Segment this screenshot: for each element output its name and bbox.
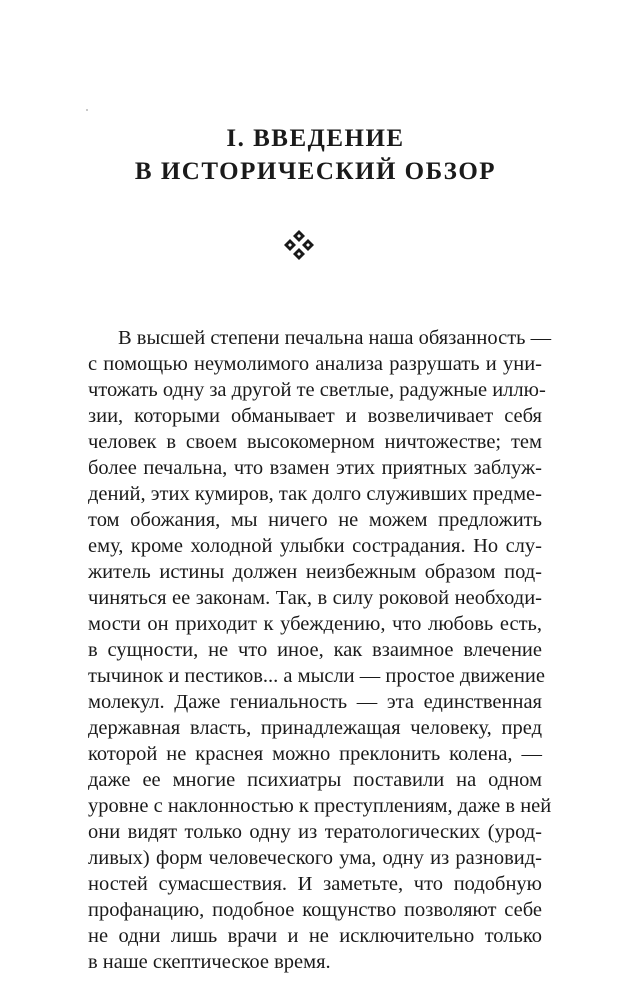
body-paragraph xyxy=(88,325,552,975)
text-line: с помощью неумолимого анализа разрушать и уни- xyxy=(88,353,542,375)
text-line: чиняться ее законам. Так, в силу роковой необходи- xyxy=(88,587,542,609)
page-speck xyxy=(86,109,88,111)
text-line: том обожания, мы ничего не можем предложить xyxy=(88,509,542,531)
text-line: даже ее многие психиатры поставили на одном xyxy=(88,769,542,791)
text-line: в сущности, не что иное, как взаимное влечение xyxy=(88,639,542,661)
text-line: ливых) форм человеческого ума, одну из разновид- xyxy=(88,847,542,869)
text-line: дений, этих кумиров, так долго служивших предме- xyxy=(88,483,542,505)
four-diamond-fleuron-icon xyxy=(282,228,316,262)
text-line: мости он приходит к убеждению, что любовь есть, xyxy=(88,613,542,635)
text-line: тычинок и пестиков... а мысли — простое движение xyxy=(88,665,545,687)
text-line: более печальна, что взамен этих приятных заблуж- xyxy=(88,457,542,479)
text-line: чтожать одну за другой те светлые, радужные иллю- xyxy=(88,379,546,401)
chapter-title-line-2: В ИСТОРИЧЕСКИЙ ОБЗОР xyxy=(134,158,497,185)
chapter-title xyxy=(0,122,631,188)
text-line: ему, кроме холодной улыбки сострадания. Но слу- xyxy=(88,535,542,557)
text-line: уровне с наклонностью к преступлениям, даже в ней xyxy=(88,795,552,817)
text-line: человек в своем высокомерном ничтожестве; тем xyxy=(88,431,542,453)
text-line: они видят только одну из тератологических (урод- xyxy=(88,821,542,843)
text-line: державная власть, принадлежащая человеку, пред xyxy=(88,717,542,739)
text-line: житель истины должен неизбежным образом под- xyxy=(88,561,542,583)
text-line: В высшей степени печальна наша обязанность — xyxy=(118,327,552,349)
chapter-title-line-1: I. ВВЕДЕНИЕ xyxy=(226,125,405,152)
text-line: не одни лишь врачи и не исключительно только xyxy=(88,925,542,947)
text-line: ностей сумасшествия. И заметьте, что подобную xyxy=(88,873,542,895)
text-line: в наше скептическое время. xyxy=(88,951,331,973)
text-line: зии, которыми обманывает и возвеличивает себя xyxy=(88,405,542,427)
text-line: которой не краснея можно преклонить колена, — xyxy=(88,743,542,765)
text-line: профанацию, подобное кощунство позволяют себе xyxy=(88,899,542,921)
text-line: молекул. Даже гениальность — эта единственная xyxy=(88,691,542,713)
